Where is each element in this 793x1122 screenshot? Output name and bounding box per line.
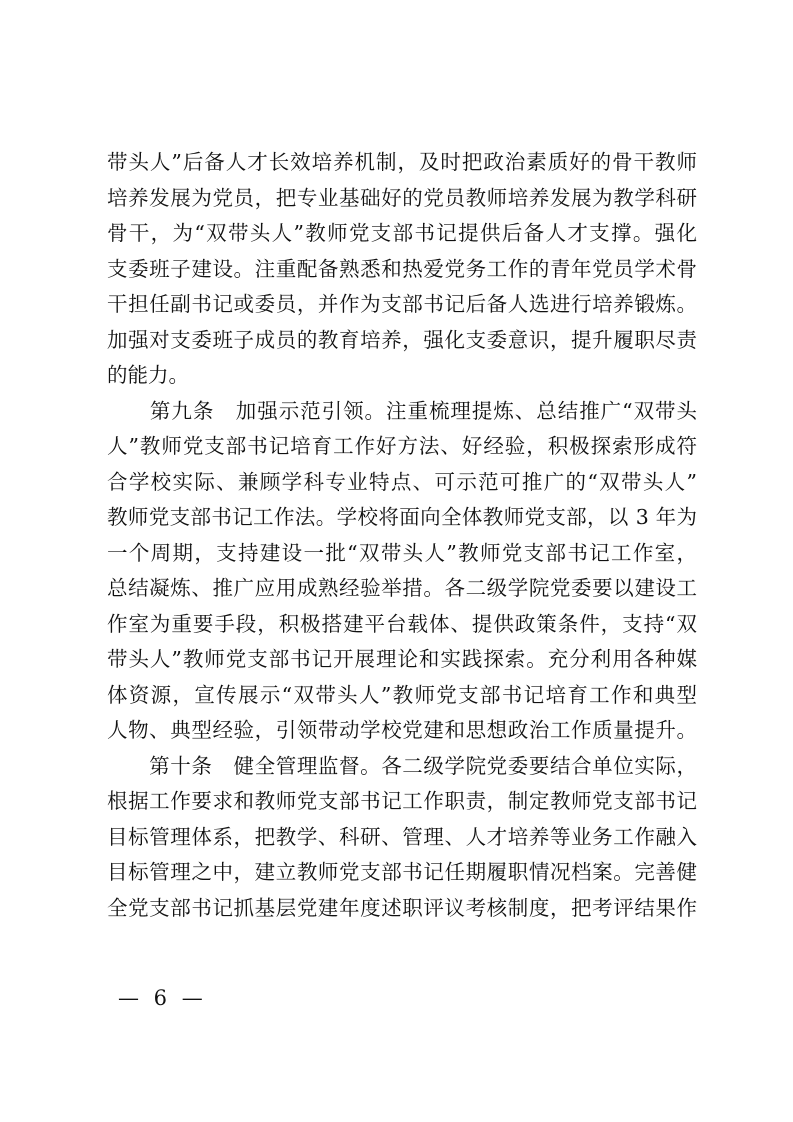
text-line: 带头人”后备人才长效培养机制，及时把政治素质好的骨干教师	[107, 150, 697, 174]
text-line: 支委班子建设。注重配备熟悉和热爱党务工作的青年党员学术骨	[107, 256, 697, 281]
text-line: 加强对支委班子成员的教育培养，强化支委意识，提升履职尽责	[107, 327, 697, 352]
text-line: 目标管理之中，建立教师党支部书记任期履职情况档案。完善健	[107, 860, 697, 884]
text-line: 合学校实际、兼顾学科专业特点、可示范可推广的“双带头人”	[107, 469, 697, 494]
text-line: 根据工作要求和教师党支部书记工作职责，制定教师党支部书记	[107, 789, 697, 813]
text-line: 的能力。	[107, 363, 189, 387]
text-line: 骨干，为“双带头人”教师党支部书记提供后备人才支撑。强化	[107, 221, 697, 245]
text-line: 干担任副书记或委员，并作为支部书记后备人选进行培养锻炼。	[107, 292, 697, 316]
body-text	[107, 145, 697, 926]
page-number: — 6 —	[118, 986, 207, 1010]
text-line: 总结凝炼、推广应用成熟经验举措。各二级学院党委要以建设工	[107, 576, 697, 600]
text-line: 人物、典型经验，引领带动学校党建和思想政治工作质量提升。	[107, 718, 697, 742]
text-line: 人”教师党支部书记培育工作好方法、好经验，积极探索形成符	[107, 434, 697, 458]
text-line: 带头人”教师党支部书记开展理论和实践探索。充分利用各种媒	[107, 647, 697, 671]
article-10-heading-line: 第十条 健全管理监督。各二级学院党委要结合单位实际，	[107, 753, 697, 778]
article-9-heading-line: 第九条 加强示范引领。注重梳理提炼、总结推广“双带头	[107, 398, 697, 423]
text-line: 作室为重要手段，积极搭建平台载体、提供政策条件，支持“双	[107, 611, 697, 636]
text-line: 目标管理体系，把教学、科研、管理、人才培养等业务工作融入	[107, 824, 697, 849]
text-line: 体资源，宣传展示“双带头人”教师党支部书记培育工作和典型	[107, 682, 697, 707]
text-line: 一个周期，支持建设一批“双带头人”教师党支部书记工作室，	[107, 540, 697, 565]
text-line: 全党支部书记抓基层党建年度述职评议考核制度，把考评结果作	[107, 895, 697, 920]
text-line: 教师党支部书记工作法。学校将面向全体教师党支部，以 3 年为	[107, 505, 697, 529]
text-line: 培养发展为党员，把专业基础好的党员教师培养发展为教学科研	[107, 185, 697, 210]
